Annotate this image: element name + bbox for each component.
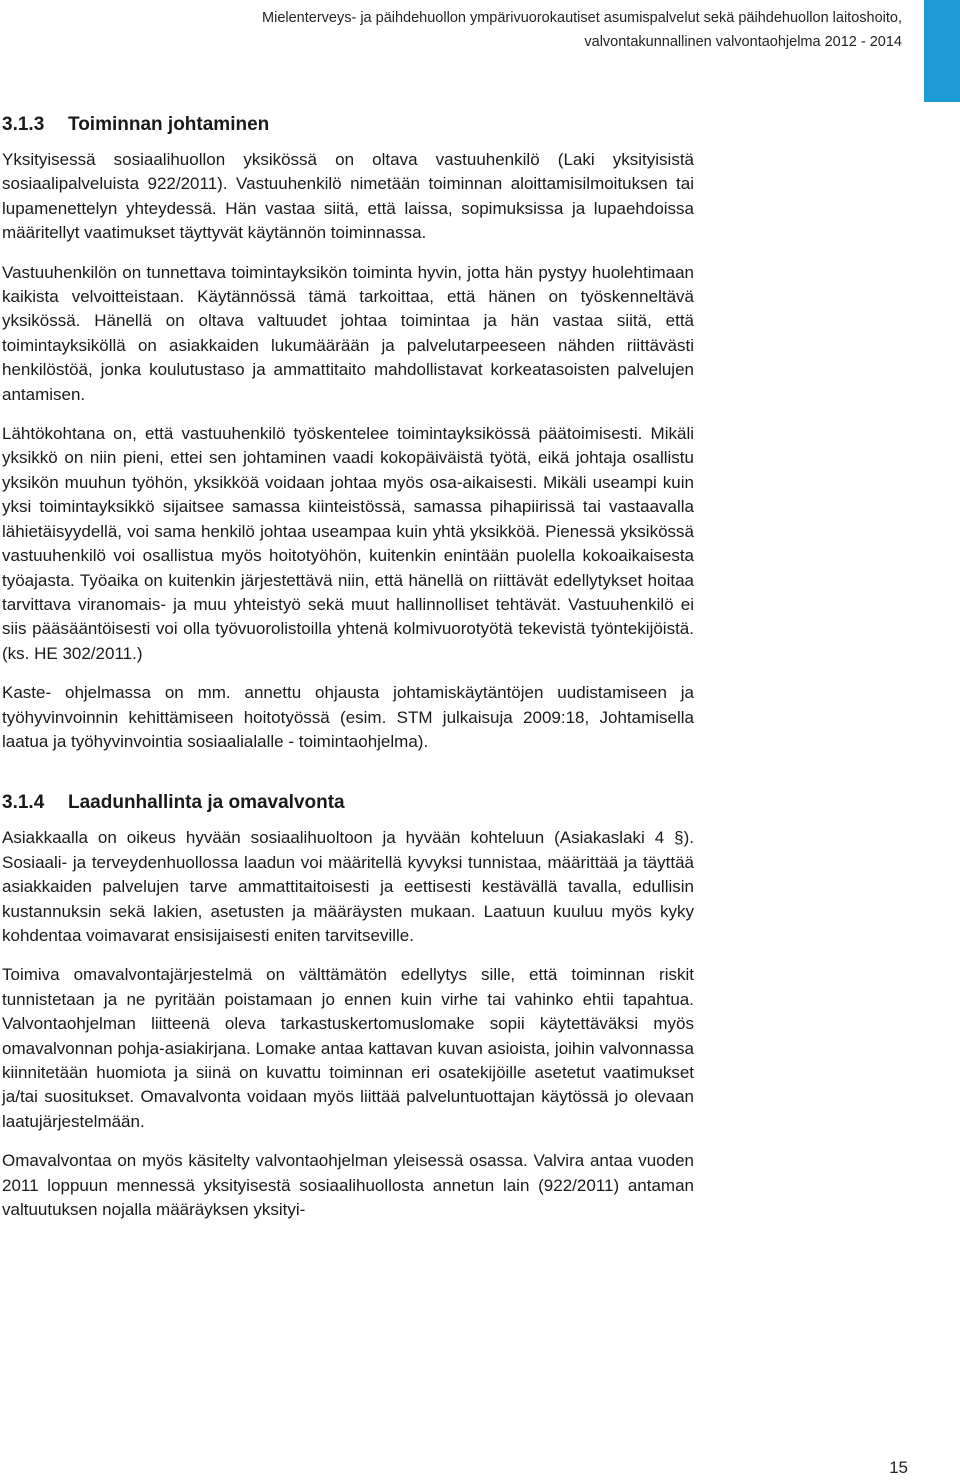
paragraph: Vastuuhenkilön on tunnettava toimintayksikön toiminta hyvin, jotta hän pystyy huolehtimaan kaikista velvoitteistaan. Käytännössä tämä tarkoittaa, että hänen on työskenneltävä yksikössä. Hänellä on oltava valtuudet johtaa toimintaa ja hän vastaa siitä, että toimintayksiköllä on asiakkaiden lukumäärään ja palvelutarpeeseen nähden riittävästi henkilöstöä, jonka koulutustaso ja ammattitaito mahdollistavat korkeatasoisten palvelujen antamisen. — [2, 262, 694, 404]
header-line-2: valvontakunnallinen valvontaohjelma 2012 - 2014 — [584, 34, 902, 50]
corner-accent-block — [924, 0, 960, 102]
paragraph: Omavalvontaa on myös käsitelty valvontaohjelman yleisessä osassa. Valvira antaa vuoden 2011 loppuun mennessä yksityisestä sosiaalihuollosta annetun lain (922/2011) antaman valtuutuksen nojalla määräyksen yksityi- — [2, 1151, 694, 1220]
header-line-1: Mielenterveys- ja päihdehuollon ympärivuorokautiset asumispalvelut sekä päihdehuollon laitoshoito, — [262, 10, 902, 26]
section-heading-3-1-3 — [2, 112, 694, 138]
section-heading-3-1-4 — [2, 790, 694, 816]
paragraph: Asiakkaalla on oikeus hyvään sosiaalihuoltoon ja hyvään kohteluun (Asiakaslaki 4 §). Sosiaali- ja terveydenhuollossa laadun voi määritellä kyvyksi tunnistaa, määrittää ja täyttää asiakkaiden palvelujen tarve ammattitaitoisesti ja eettisesti kestävällä tavalla, edullisin kustannuksin sekä lakien, asetusten ja määräysten mukaan. Laatuun kuuluu myös kyky kohdentaa voimavarat ensisijaisesti eniten tarvitseville. — [2, 828, 694, 945]
paragraph: Yksityisessä sosiaalihuollon yksikössä on oltava vastuuhenkilö (Laki yksityisistä sosiaalipalveluista 922/2011). Vastuuhenkilö nimetään toiminnan aloittamisilmoituksen tai lupamenettelyn yhteydessä. Hän vastaa siitä, että laissa, sopimuksissa ja lupaehdoissa määritellyt vaatimukset täyttyvät käytännön toiminnassa. — [2, 150, 694, 243]
paragraph: Lähtökohtana on, että vastuuhenkilö työskentelee toimintayksikössä päätoimisesti. Mikäli yksikkö on niin pieni, ettei sen johtaminen vaadi kokopäiväistä työtä, eikä johtaja osallistu yksikön muuhun työhön, yksikköä voidaan johtaa myös osa-aikaisesti. Mikäli useampi kuin yksi toimintayksikkö sijaitsee samassa kiinteistössä, samassa pihapiirissä tai vastaavalla lähietäisyydellä, voi sama henkilö johtaa useampaa kuin yhtä yksikköä. Pienessä yksikössä vastuuhenkilö voi osallistua myös hoitotyöhön, kuitenkin enintään puolella kokoaikaisesta työajasta. Työaika on kuitenkin järjestettävä niin, että hänellä on riittävät edellytykset hoitaa tarvittava viranomais- ja muu yhteistyö sekä muut hallinnolliset tehtävät. Vastuuhenkilö ei siis pääsääntöisesti voi olla työvuorolistoilla yhtenä kolmivuorotyötä tekevistä työntekijöistä. (ks. HE 302/2011.) — [2, 424, 694, 663]
section-number: 3.1.4 — [2, 792, 45, 814]
document-body — [2, 112, 694, 1237]
paragraph: Toimiva omavalvontajärjestelmä on välttämätön edellytys sille, että toiminnan riskit tunnistetaan ja ne pyritään poistamaan jo ennen kuin virhe tai vahinko ehtii tapahtua. Valvontaohjelman liitteenä oleva tarkastuskertomuslomake sopii käytettäväksi myös omavalvonnan pohja-asiakirjana. Lomake antaa kattavan kuvan asioista, joihin valvonnassa kiinnitetään huomiota ja siinä on kuvattu toiminnan eri osatekijöille asetetut vaatimukset ja/tai suositukset. Omavalvonta voidaan myös liittää palveluntuottajan käytössä jo olevaan laatujärjestelmään. — [2, 965, 694, 1131]
page-number: 15 — [889, 1458, 908, 1477]
running-header — [262, 6, 902, 54]
section-title: Toiminnan johtaminen — [68, 114, 270, 135]
section-number: 3.1.3 — [2, 114, 45, 135]
paragraph: Kaste- ohjelmassa on mm. annettu ohjausta johtamiskäytäntöjen uudistamiseen ja työhyvinvoinnin kehittämiseen hoitotyössä (esim. STM julkaisuja 2009:18, Johtamisella laatua ja työhyvinvointia sosiaalialalle - toimintaohjelma). — [2, 683, 694, 751]
section-title: Laadunhallinta ja omavalvonta — [68, 792, 345, 814]
